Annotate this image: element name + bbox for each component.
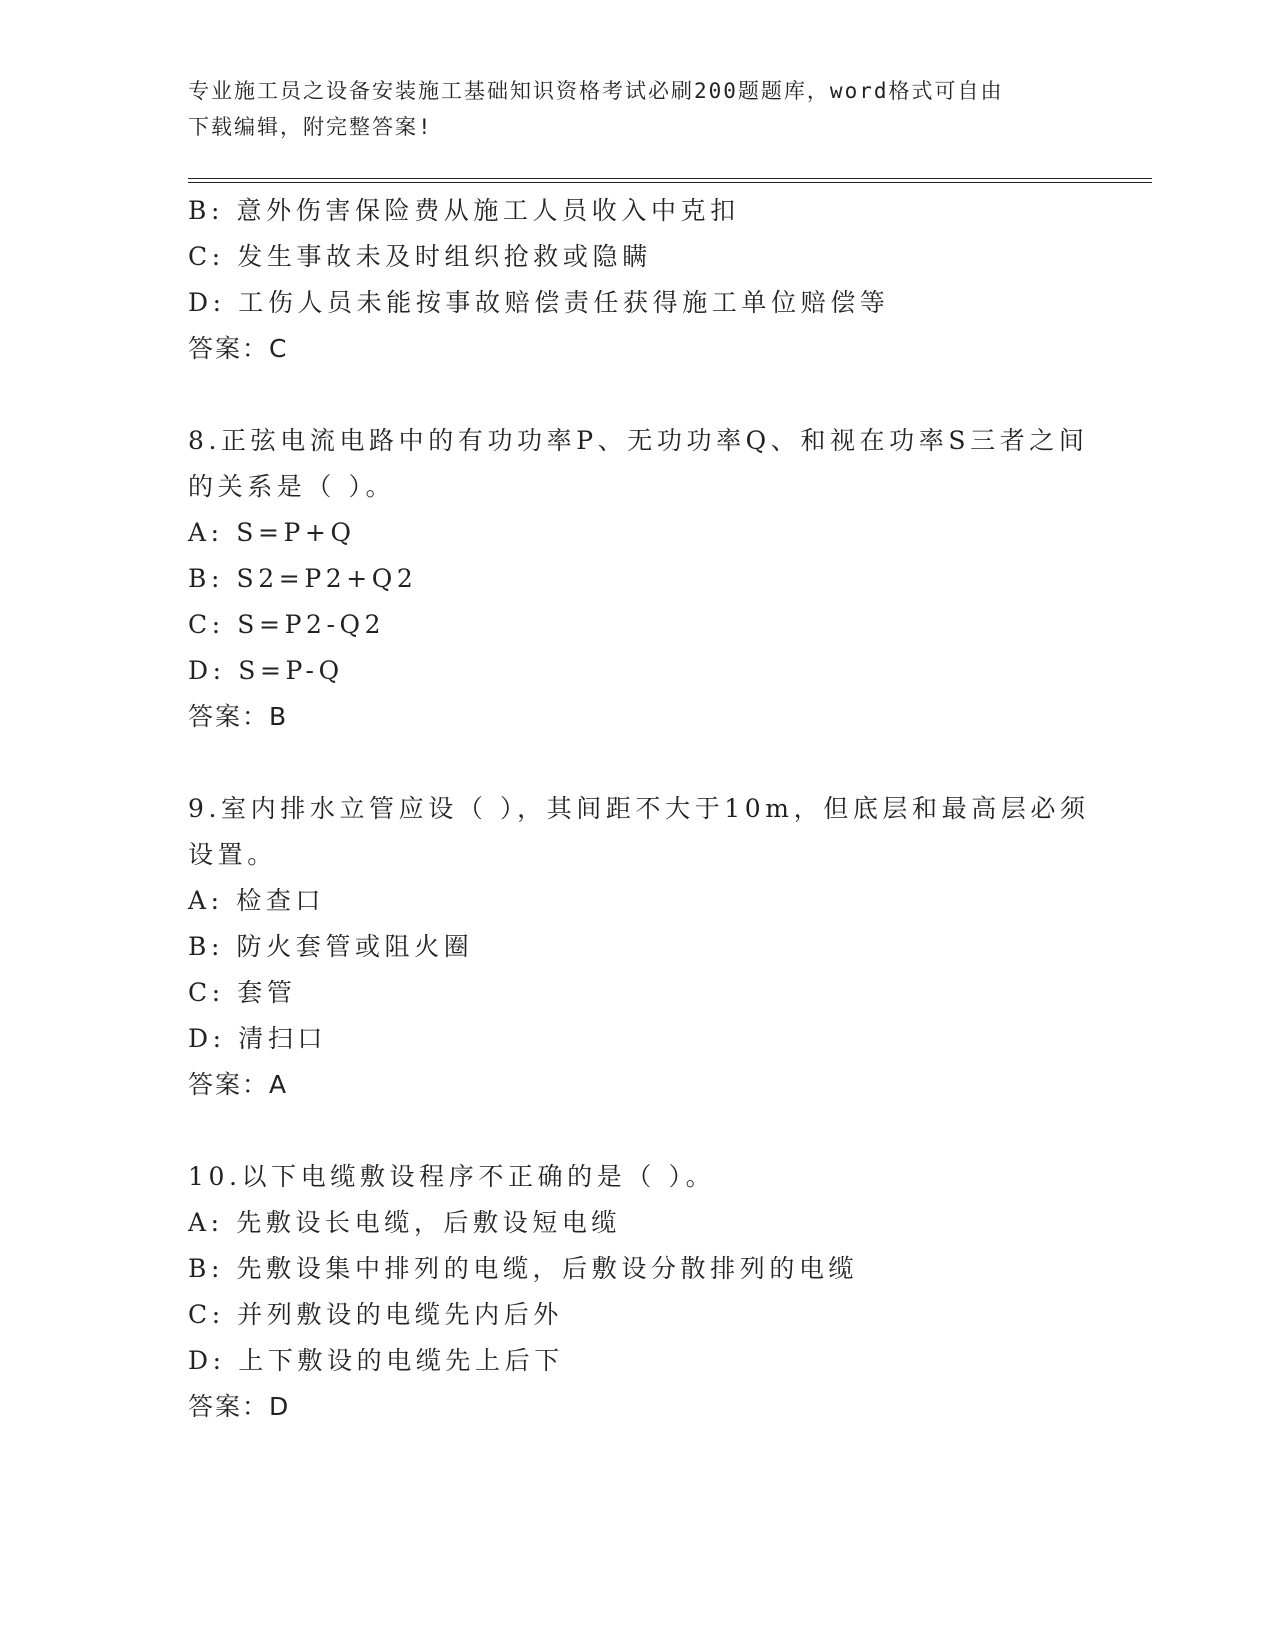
option-line: B: S2=P2+Q2 — [188, 564, 418, 593]
option-line: C: 并列敷设的电缆先内后外 — [188, 1300, 563, 1329]
question-7-continued — [188, 188, 1088, 372]
option-line: B: 防火套管或阻火圈 — [188, 932, 474, 961]
option-line: C: 发生事故未及时组织抢救或隐瞒 — [188, 242, 652, 271]
question-stem-line: 8.正弦电流电路中的有功功率P、无功功率Q、和视在功率S三者之间 — [188, 426, 1089, 455]
spacer — [188, 372, 1088, 418]
header-divider-top — [188, 178, 1152, 179]
question-9 — [188, 786, 1088, 1108]
option-line: D: 工伤人员未能按事故赔偿责任获得施工单位赔偿等 — [188, 288, 890, 317]
answer-line: 答案：A — [188, 1070, 289, 1099]
option-line: B: 先敷设集中排列的电缆，后敷设分散排列的电缆 — [188, 1254, 859, 1283]
option-line: A: 检查口 — [188, 886, 326, 915]
option-line: C: 套管 — [188, 978, 297, 1007]
answer-line: 答案：C — [188, 334, 289, 363]
question-10 — [188, 1154, 1088, 1430]
question-stem-line: 的关系是（ ）。 — [188, 472, 396, 501]
option-line: A: S=P+Q — [188, 518, 356, 547]
header-divider-bottom — [188, 182, 1152, 183]
question-stem-line: 设置。 — [188, 840, 277, 869]
option-line: D: 清扫口 — [188, 1024, 328, 1053]
answer-line: 答案：B — [188, 702, 289, 731]
option-line: C: S=P2-Q2 — [188, 610, 386, 639]
spacer — [188, 740, 1088, 786]
option-line: D: S=P-Q — [188, 656, 344, 685]
question-content — [188, 188, 1088, 1430]
header-line-1: 专业施工员之设备安装施工基础知识资格考试必刷200题题库，word格式可自由 — [188, 79, 1004, 103]
spacer — [188, 1108, 1088, 1154]
question-stem-line: 9.室内排水立管应设（ ），其间距不大于10m，但底层和最高层必须 — [188, 794, 1090, 823]
option-line: A: 先敷设长电缆，后敷设短电缆 — [188, 1208, 622, 1237]
question-8 — [188, 418, 1088, 740]
answer-line: 答案：D — [188, 1392, 291, 1421]
option-line: D: 上下敷设的电缆先上后下 — [188, 1346, 564, 1375]
document-header — [188, 73, 1088, 145]
question-stem-line: 10.以下电缆敷设程序不正确的是（ ）。 — [188, 1162, 716, 1191]
option-line: B: 意外伤害保险费从施工人员收入中克扣 — [188, 196, 740, 225]
header-line-2: 下载编辑，附完整答案! — [188, 115, 433, 139]
